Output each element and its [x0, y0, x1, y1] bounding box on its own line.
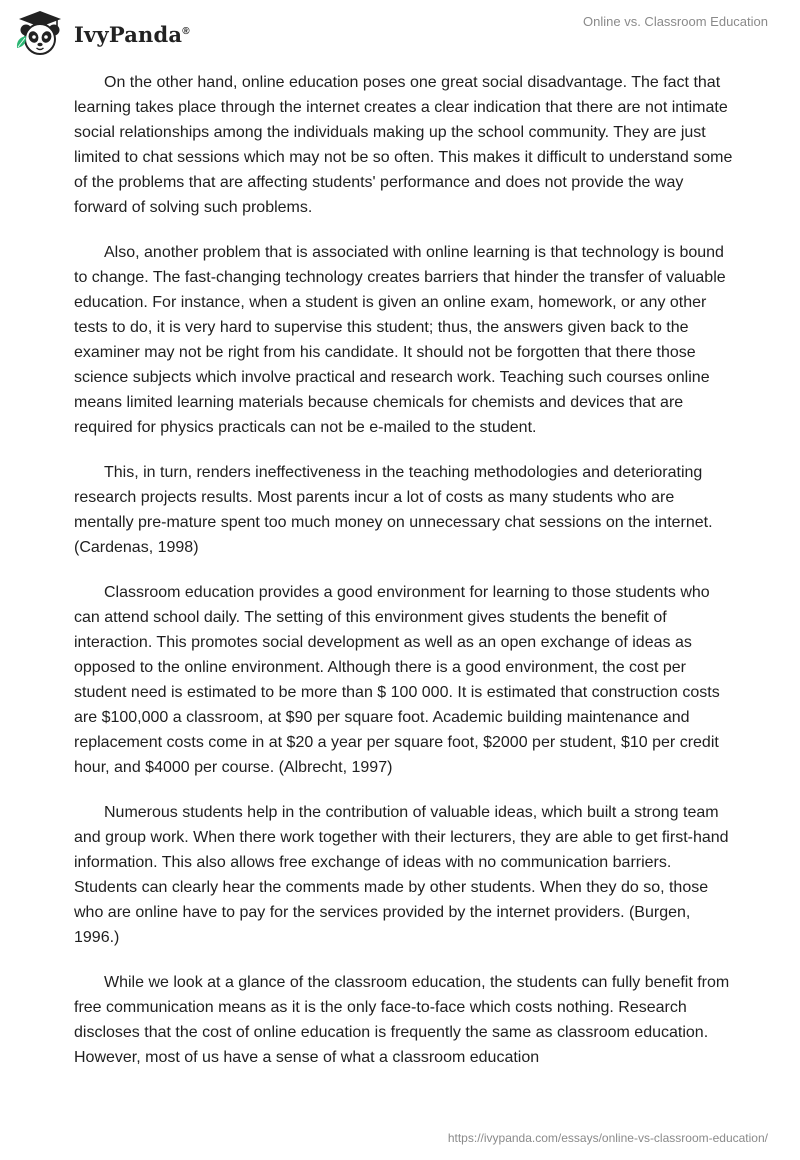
paragraph: Numerous students help in the contribution of valuable ideas, which built a strong team and group work. When there work together with their lecturers, they are able to get first-hand information. This also allows free exchange of ideas with no communication barriers. Students can clearly hear the comments made by other students. When they do so, those who are online have to pay for the services provided by the internet providers. (Burgen, 1996.) [74, 804, 729, 946]
brand-logo[interactable] [14, 8, 190, 58]
paragraph: While we look at a glance of the classroom education, the students can fully benefit from free communication means as it is the only face-to-face which costs nothing. Research discloses that the cost of online education is frequently the same as classroom education. However, most of us have a sense of what a classroom education [74, 974, 730, 1066]
registered-mark: ® [182, 25, 190, 37]
document-title: Online vs. Classroom Education [583, 14, 768, 29]
page-header [0, 0, 800, 70]
paragraph: On the other hand, online education poses one great social disadvantage. The fact that learning takes place through the internet creates a clear indication that there are not intimate social relationships among the individuals making up the school community. They are just limited to chat sessions which may not be so often. This makes it difficult to understand some of the problems that are affecting students' performance and does not provide the way forward of solving such problems. [74, 74, 733, 216]
paragraph: Also, another problem that is associated with online learning is that technology is bound to change. The fast-changing technology creates barriers that hinder the transfer of valuable education. For instance, when a student is given an online exam, homework, or any other tests to do, it is very hard to supervise this student; thus, the answers given back to the examiner may not be right from his candidate. It should not be forgotten that there those science subjects which involve practical and research work. Teaching such courses online means limited learning materials because chemicals for chemists and devices that are required for physics practicals can not be e-mailed to the student. [74, 244, 726, 436]
panda-logo-icon [14, 8, 66, 58]
source-url-link[interactable]: https://ivypanda.com/essays/online-vs-classroom-education/ [447, 1131, 768, 1145]
essay-body [74, 70, 734, 1090]
brand-name: IvyPanda® [74, 21, 190, 47]
paragraph: This, in turn, renders ineffectiveness in the teaching methodologies and deteriorating research projects results. Most parents incur a lot of costs as many students who are mentally pre-mature spent too much money on unnecessary chat sessions on the internet. (Cardenas, 1998) [74, 464, 713, 556]
paragraph: Classroom education provides a good environment for learning to those students who can attend school daily. The setting of this environment gives students the benefit of interaction. This promotes social development as well as an open exchange of ideas as opposed to the online environment. Although there is a good environment, the cost per student need is estimated to be more than $ 100 000. It is estimated that construction costs are $100,000 a classroom, at $90 per square foot. Academic building maintenance and replacement costs come in at $20 a year per square foot, $2000 per student, $10 per credit hour, and $4000 per course. (Albrecht, 1997) [74, 584, 720, 776]
